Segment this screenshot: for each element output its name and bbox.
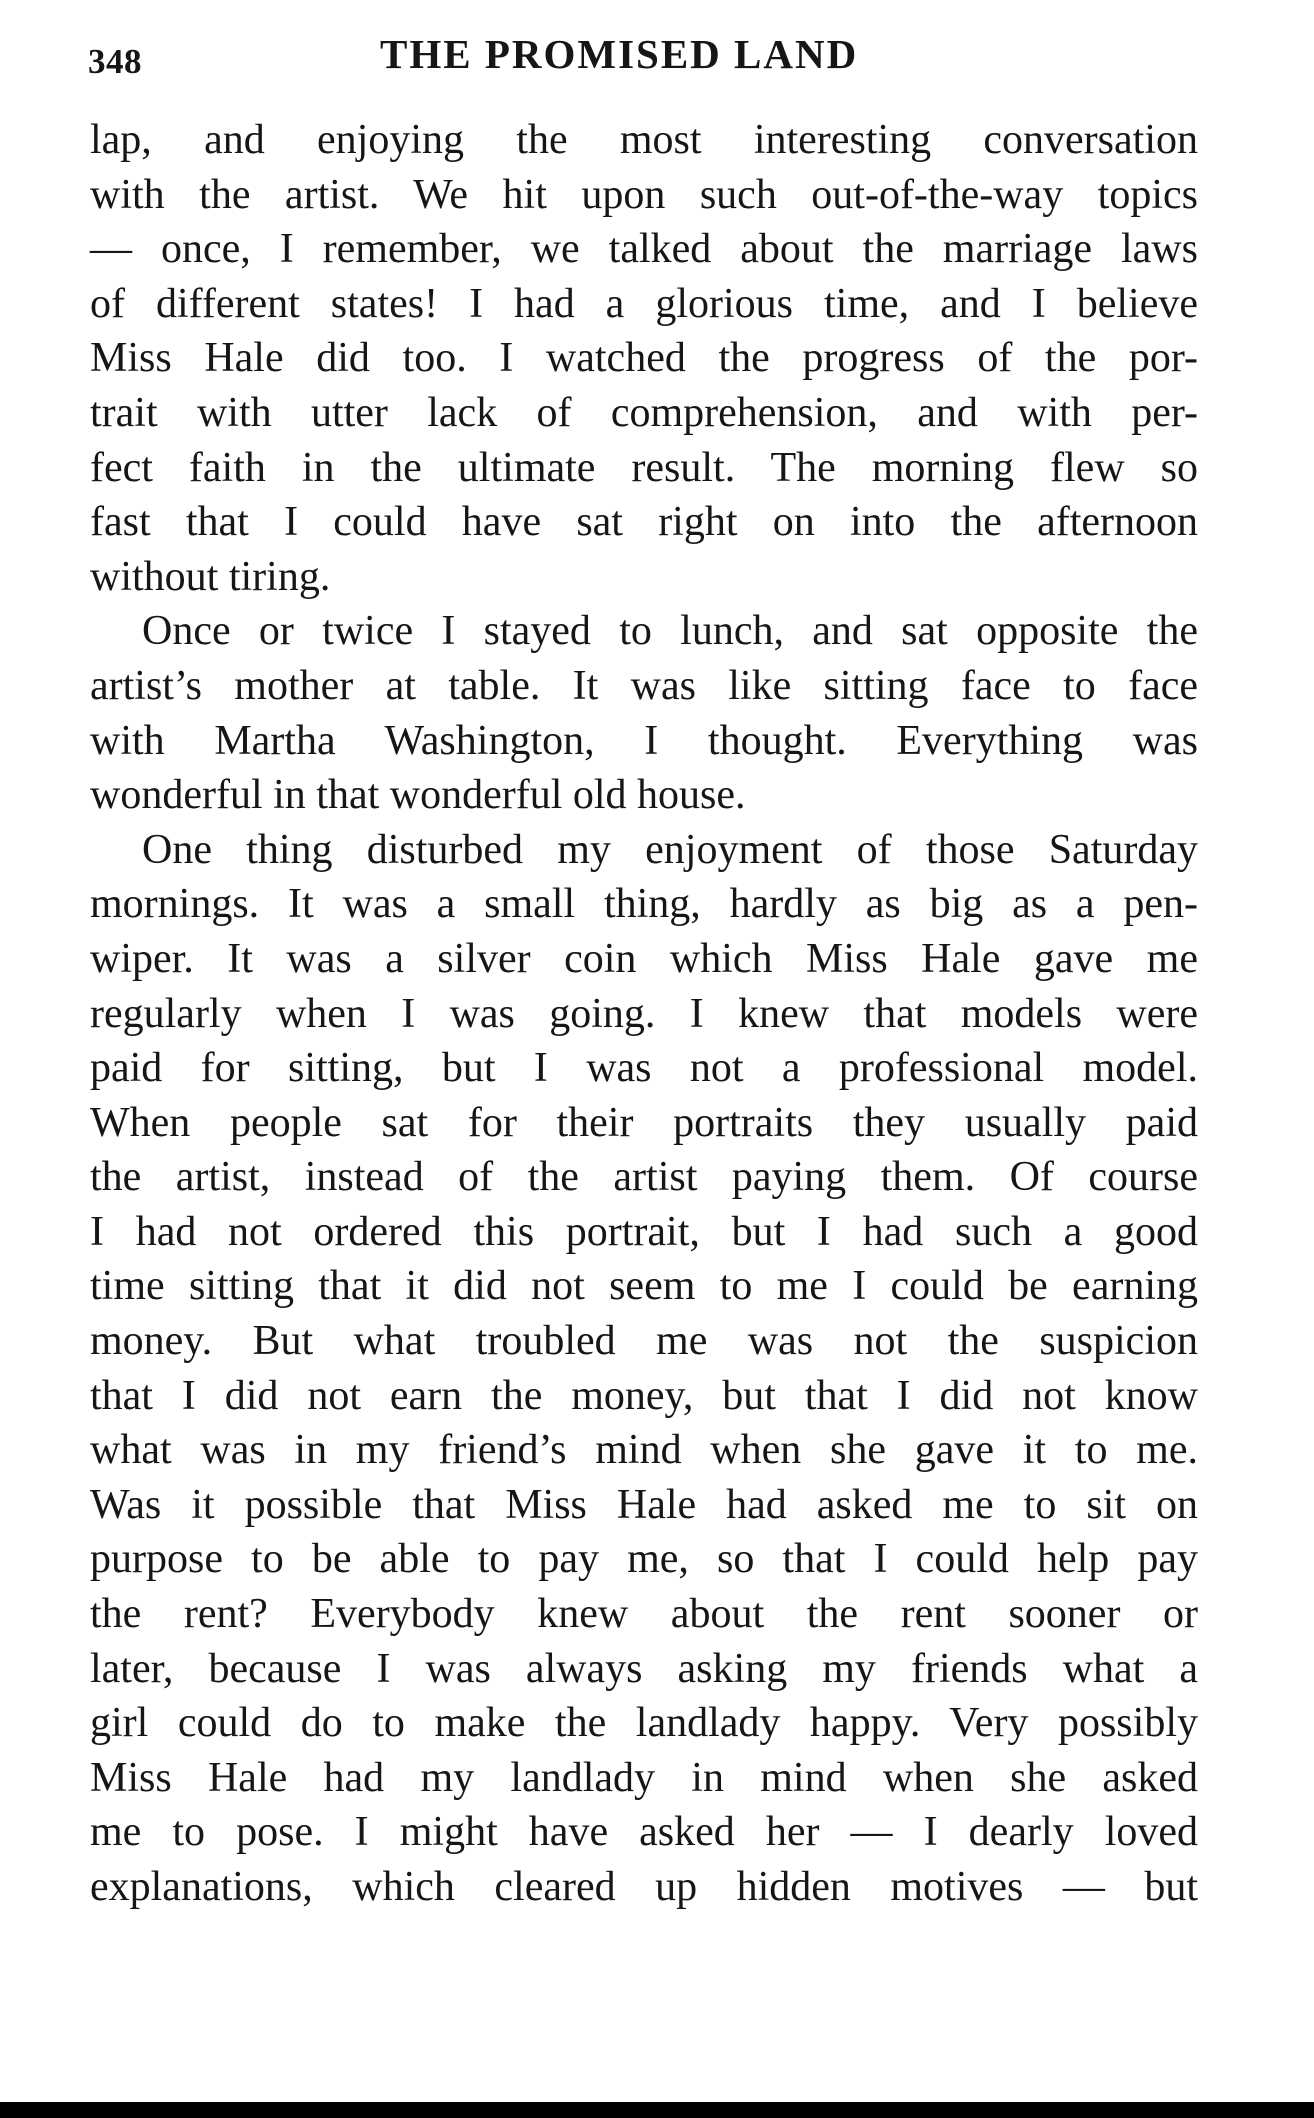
text-line: what was in my friend’s mind when she gave it to me.	[90, 1427, 1198, 1474]
running-header	[88, 30, 1198, 90]
text-line: Once or twice I stayed to lunch, and sat opposite the	[142, 608, 1198, 655]
text-line: paid for sitting, but I was not a professional model.	[90, 1045, 1198, 1092]
text-line: trait with utter lack of comprehension, and with per-	[90, 389, 1198, 436]
text-line: purpose to be able to pay me, so that I could help pay	[90, 1536, 1198, 1583]
text-line: I had not ordered this portrait, but I had such a good	[90, 1208, 1198, 1255]
text-line: with the artist. We hit upon such out-of-the-way topics	[90, 171, 1198, 218]
text-line: One thing disturbed my enjoyment of those Saturday	[142, 826, 1198, 873]
running-title: THE PROMISED LAND	[380, 31, 859, 77]
text-line: with Martha Washington, I thought. Everything was	[90, 717, 1198, 764]
text-line: that I did not earn the money, but that I did not know	[90, 1372, 1198, 1419]
text-line: mornings. It was a small thing, hardly as big as a pen-	[90, 881, 1198, 928]
page-number: 348	[88, 42, 142, 81]
text-line: fast that I could have sat right on into the afternoon	[90, 499, 1198, 546]
text-line: Miss Hale had my landlady in mind when she asked	[90, 1754, 1198, 1801]
text-line: lap, and enjoying the most interesting conversation	[90, 117, 1198, 163]
text-line: the rent? Everybody knew about the rent sooner or	[90, 1591, 1198, 1638]
text-line: of different states! I had a glorious time, and I believe	[90, 280, 1198, 327]
text-line: Was it possible that Miss Hale had asked me to sit on	[90, 1481, 1198, 1528]
text-line: regularly when I was going. I knew that models were	[90, 990, 1198, 1037]
text-line: without tiring.	[90, 553, 331, 600]
text-line: time sitting that it did not seem to me I could be earning	[90, 1263, 1198, 1310]
text-line: me to pose. I might have asked her — I dearly loved	[90, 1809, 1198, 1856]
text-line: girl could do to make the landlady happy. Very possibly	[90, 1700, 1198, 1747]
text-line: — once, I remember, we talked about the marriage laws	[90, 226, 1198, 273]
text-line: When people sat for their portraits they usually paid	[90, 1099, 1198, 1146]
text-line: wiper. It was a silver coin which Miss Hale gave me	[90, 935, 1198, 982]
text-line: fect faith in the ultimate result. The morning flew so	[90, 444, 1198, 491]
text-line: Miss Hale did too. I watched the progress of the por-	[90, 335, 1198, 382]
text-line: the artist, instead of the artist paying them. Of course	[90, 1154, 1198, 1201]
body-text	[90, 113, 1198, 1915]
text-line: money. But what troubled me was not the suspicion	[90, 1318, 1198, 1365]
text-line: explanations, which cleared up hidden motives — but	[90, 1864, 1198, 1910]
text-line: later, because I was always asking my friends what a	[90, 1645, 1198, 1692]
text-line: artist’s mother at table. It was like sitting face to face	[90, 662, 1198, 709]
text-line: wonderful in that wonderful old house.	[90, 772, 746, 819]
scan-edge	[0, 2102, 1314, 2118]
